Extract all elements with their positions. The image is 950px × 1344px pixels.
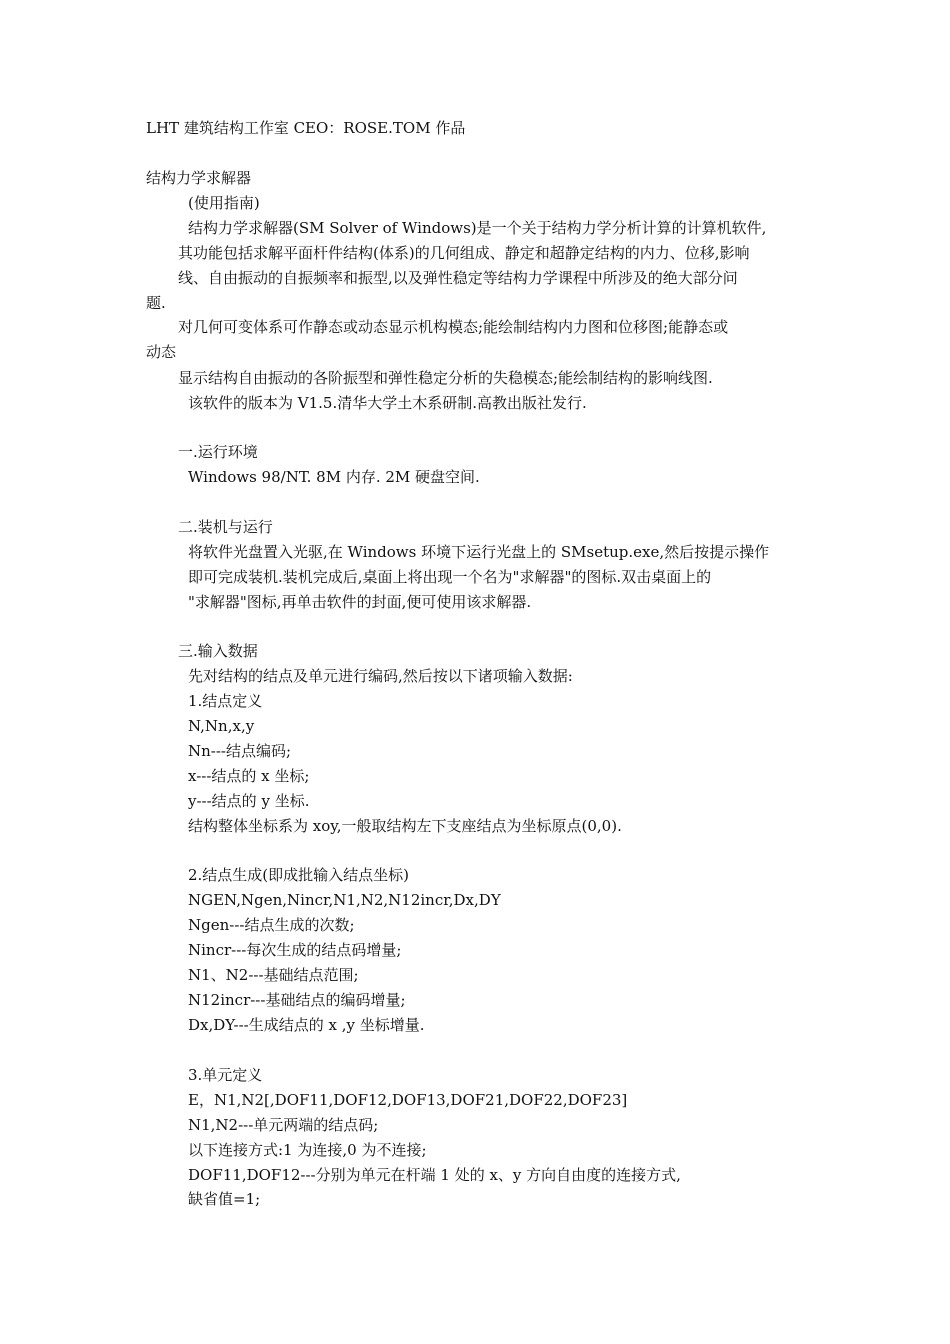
input-line: 先对结构的结点及单元进行编码,然后按以下诸项输入数据: xyxy=(188,667,573,685)
input-line: E，N1,N2[,DOF11,DOF12,DOF13,DOF21,DOF22,DOF23] xyxy=(188,1091,628,1109)
input-line: Ngen---结点生成的次数; xyxy=(188,916,355,934)
input-line: 3.单元定义 xyxy=(188,1066,263,1084)
header-line: LHT 建筑结构工作室 CEO：ROSE.TOM 作品 xyxy=(146,119,466,137)
env-line: Windows 98/NT. 8M 内存. 2M 硬盘空间. xyxy=(188,468,480,486)
input-line: Dx,DY---生成结点的 x ,y 坐标增量. xyxy=(188,1016,425,1034)
input-line: Nn---结点编码; xyxy=(188,742,292,760)
section-heading-env: 一.运行环境 xyxy=(178,443,258,461)
doc-title: 结构力学求解器 xyxy=(146,169,252,187)
input-line: N12incr---基础结点的编码增量; xyxy=(188,991,406,1009)
input-line: 2.结点生成(即成批输入结点坐标) xyxy=(188,866,410,884)
intro-line: 动态 xyxy=(146,343,177,361)
install-line: 即可完成装机.装机完成后,桌面上将出现一个名为"求解器"的图标.双击桌面上的 xyxy=(188,568,712,586)
input-line: 缺省值=1; xyxy=(188,1190,261,1208)
input-line: Nincr---每次生成的结点码增量; xyxy=(188,941,402,959)
doc-subtitle: (使用指南) xyxy=(188,194,260,212)
section-heading-install: 二.装机与运行 xyxy=(178,518,273,536)
input-line: N1、N2---基础结点范围; xyxy=(188,966,359,984)
input-line: DOF11,DOF12---分别为单元在杆端 1 处的 x、y 方向自由度的连接方式, xyxy=(188,1166,681,1184)
install-line: "求解器"图标,再单击软件的封面,便可使用该求解器. xyxy=(188,593,532,611)
intro-line: 显示结构自由振动的各阶振型和弹性稳定分析的失稳模态;能绘制结构的影响线图. xyxy=(178,369,713,387)
input-line: 以下连接方式:1 为连接,0 为不连接; xyxy=(188,1141,427,1159)
intro-line: 该软件的版本为 V1.5.清华大学土木系研制.高教出版社发行. xyxy=(188,394,587,412)
input-line: 结构整体坐标系为 xoy,一般取结构左下支座结点为坐标原点(0,0). xyxy=(188,817,622,835)
intro-line: 对几何可变体系可作静态或动态显示机构模态;能绘制结构内力图和位移图;能静态或 xyxy=(178,318,729,336)
input-line: x---结点的 x 坐标; xyxy=(188,767,310,785)
input-line: N1,N2---单元两端的结点码; xyxy=(188,1116,379,1134)
input-line: N,Nn,x,y xyxy=(188,717,255,735)
input-line: y---结点的 y 坐标. xyxy=(188,792,310,810)
intro-line: 结构力学求解器(SM Solver of Windows)是一个关于结构力学分析计算的计算机软件, xyxy=(188,219,767,237)
intro-line: 线、自由振动的自振频率和振型,以及弹性稳定等结构力学课程中所涉及的绝大部分问 xyxy=(178,269,738,287)
intro-line: 其功能包括求解平面杆件结构(体系)的几何组成、静定和超静定结构的内力、位移,影响 xyxy=(178,244,750,262)
intro-line: 题. xyxy=(146,294,166,312)
input-line: 1.结点定义 xyxy=(188,692,263,710)
input-line: NGEN,Ngen,Nincr,N1,N2,N12incr,Dx,DY xyxy=(188,891,501,909)
install-line: 将软件光盘置入光驱,在 Windows 环境下运行光盘上的 SMsetup.exe,然后按提示操作 xyxy=(188,543,770,561)
section-heading-input: 三.输入数据 xyxy=(178,642,258,660)
